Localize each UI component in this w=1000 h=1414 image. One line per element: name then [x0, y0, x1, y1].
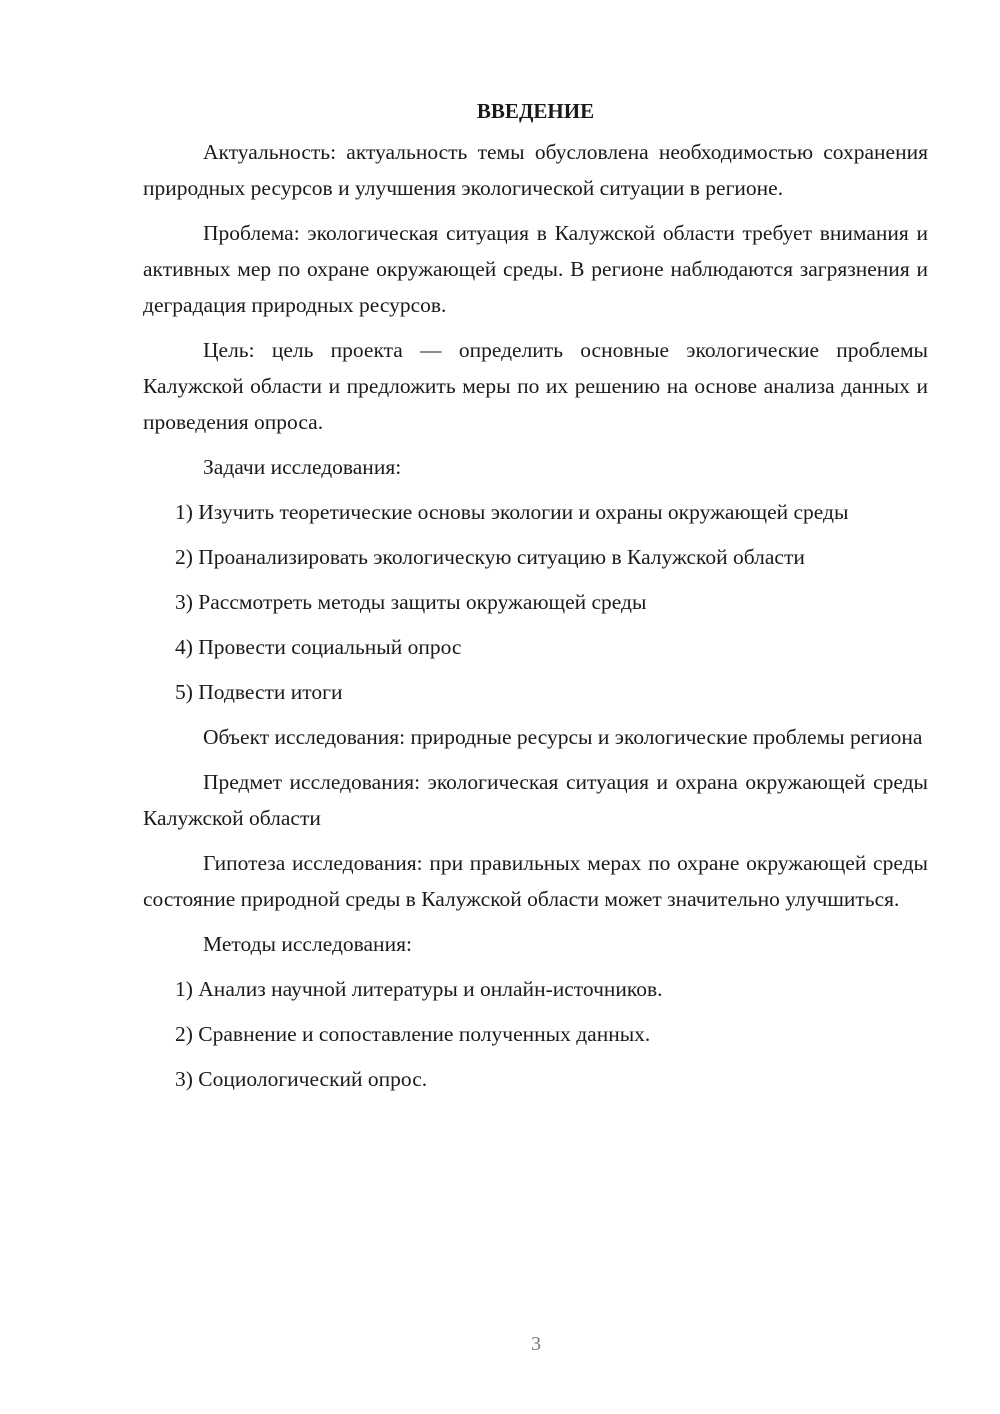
document-page — [143, 88, 928, 1106]
tasks-heading: Задачи исследования: — [203, 455, 402, 479]
paragraph-object: Объект исследования: природные ресурсы и экологические проблемы региона — [203, 725, 923, 749]
list-item: 1) Изучить теоретические основы экологии и охраны окружающей среды — [175, 500, 849, 524]
list-item: 1) Анализ научной литературы и онлайн-источников. — [175, 977, 663, 1001]
paragraph-relevance: Актуальность: актуальность темы обусловлена необходимостью сохранения природных ресурсов и улучшения экологической ситуации в регионе. — [143, 140, 928, 200]
list-item: 5) Подвести итоги — [175, 680, 343, 704]
paragraph-problem: Проблема: экологическая ситуация в Калужской области требует внимания и активных мер по охране окружающей среды. В регионе наблюдаются загрязнения и деградация природных ресурсов. — [143, 221, 928, 317]
list-item: 4) Провести социальный опрос — [175, 635, 462, 659]
paragraph-goal: Цель: цель проекта — определить основные экологические проблемы Калужской области и предложить меры по их решению на основе анализа данных и проведения опроса. — [143, 338, 928, 434]
tasks-list — [143, 494, 928, 710]
list-item: 3) Социологический опрос. — [175, 1067, 428, 1091]
methods-heading: Методы исследования: — [203, 932, 412, 956]
page-title: ВВЕДЕНИЕ — [476, 99, 595, 123]
page-number: 3 — [531, 1333, 541, 1355]
list-item: 2) Проанализировать экологическую ситуацию в Калужской области — [175, 545, 805, 569]
list-item: 3) Рассмотреть методы защиты окружающей среды — [175, 590, 647, 614]
paragraph-hypothesis: Гипотеза исследования: при правильных мерах по охране окружающей среды состояние природной среды в Калужской области может значительно улучшиться. — [143, 851, 928, 911]
list-item: 2) Сравнение и сопоставление полученных данных. — [175, 1022, 651, 1046]
methods-list — [143, 971, 928, 1097]
paragraph-subject: Предмет исследования: экологическая ситуация и охрана окружающей среды Калужской области — [143, 770, 928, 830]
